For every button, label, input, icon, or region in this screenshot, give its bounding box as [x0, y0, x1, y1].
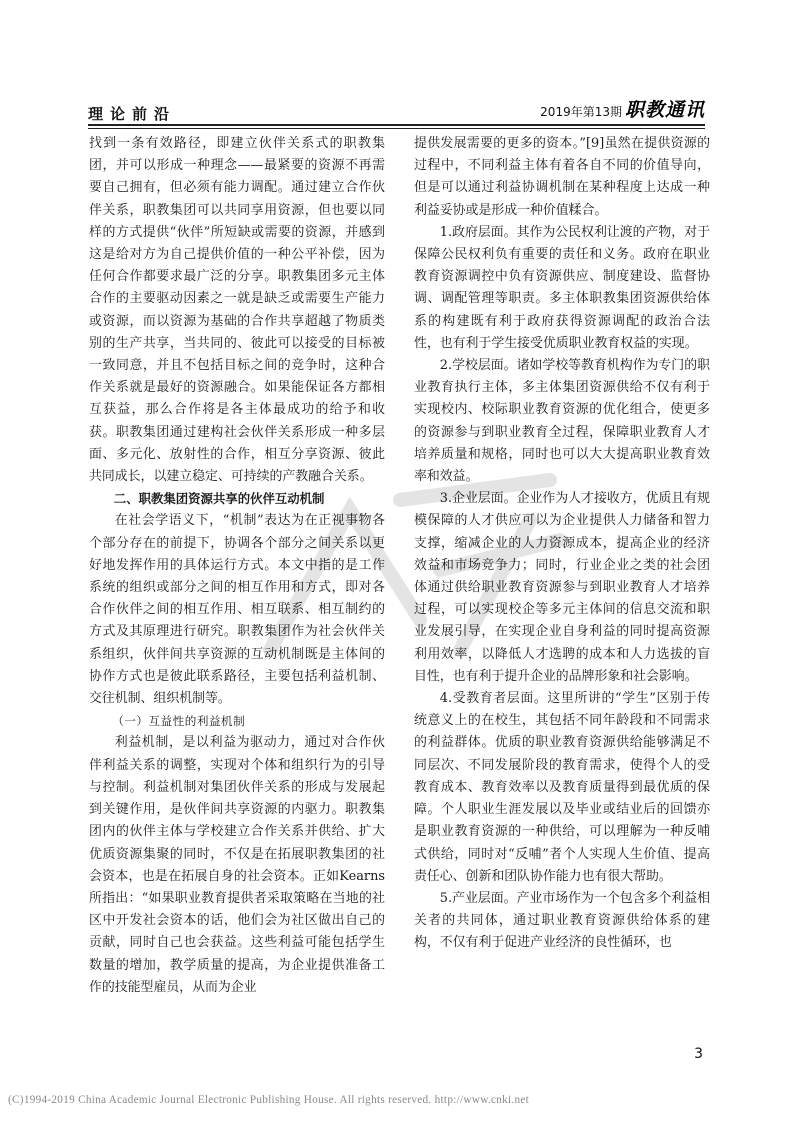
copyright-footer: (C)1994-2019 China Academic Journal Electronic Publishing House. All rights reserved. http://www.cnki.net	[8, 1094, 530, 1106]
journal-logo: 职教通讯	[624, 99, 705, 121]
left-column	[89, 133, 385, 999]
page-number: 3	[694, 1046, 703, 1062]
issue-label: 2019年第13期	[540, 105, 622, 119]
paragraph-continued: 找到一条有效路径，即建立伙伴关系式的职教集团，并可以形成一种理念——最紧要的资源不再需要自己拥有，但必须有能力调配。通过建立合作伙伴关系，职教集团可以共同享用资源，但也要以同样的方式提供“伙伴”所短缺或需要的资源，并感到这是给对方为自己提供价值的一种公平补偿，因为任何合作都要求最广泛的分享。职教集团多元主体合作的主要驱动因素之一就是缺乏或需要生产能力或资源，而以资源为基础的合作共享超越了物质类别的生产共享，当共同的、彼此可以接受的目标被一致同意，并且不包括目标之间的竞争时，这种合作关系就是最好的资源融合。如果能保证各方都相互获益，那么合作将是各主体最成功的给予和收获。职教集团通过建构社会伙伴关系形成一种多层面、多元化、放射性的合作，相互分享资源、彼此共同成长，以建立稳定、可持续的产教融合关系。	[89, 136, 385, 485]
paragraph-continued: 提供发展需要的更多的资本。”[9]虽然在提供资源的过程中，不同利益主体有着各自不同的价值导向，但是可以通过利益协调机制在某种程度上达成一种利益妥协或是形成一种价值糅合。	[414, 136, 710, 218]
subsection-heading: （一）互益性的利益机制	[112, 714, 246, 729]
running-header	[88, 100, 705, 122]
paragraph: 在社会学语义下，“机制”表达为在正视事物各个部分存在的前提下，协调各个部分之间关系以更好地发挥作用的具体运行方式。本文中指的是工作系统的组织或部分之间的相互作用和方式，即对各合作伙伴之间的相互作用、相互联系、相互制约的方式及其原理进行研究。职教集团作为社会伙伴关系组织，伙伴间共享资源的互动机制既是主体间的协作方式也是彼此联系路径，主要包括利益机制、交往机制、组织机制等。	[89, 513, 385, 707]
paragraph: 3.企业层面。企业作为人才接收方，优质且有规模保障的人才供应可以为企业提供人力储备和智力支撑，缩减企业的人力资源成本，提高企业的经济效益和市场竞争力；同时，行业企业之类的社会团体通过供给职业教育资源参与到职业教育人才培养过程，可以实现校企等多元主体间的信息交流和职业发展引导，在实现企业自身利益的同时提高资源利用效率，以降低人才选聘的成本和人力选拔的盲目性，也有利于提升企业的品牌形象和社会影响。	[414, 491, 710, 684]
journal-masthead	[540, 100, 705, 122]
header-rule-thin	[88, 128, 705, 129]
paragraph: 利益机制，是以利益为驱动力，通过对合作伙伴利益关系的调整，实现对个体和组织行为的引导与控制。利益机制对集团伙伴关系的形成与发展起到关键作用，是伙伴间共享资源的内驱力。职教集团内的伙伴主体与学校建立合作关系并供给、扩大优质资源集聚的同时，不仅是在拓展职教集团的社会资本，也是在拓展自身的社会资本。正如Kearns所指出：“如果职业教育提供者采取策略在当地的社区中开发社会资本的话，他们会为社区做出自己的贡献，同时自己也会获益。这些利益可能包括学生数量的增加，教学质量的提高，为企业提供准备工作的技能型雇员，从而为企业	[89, 735, 385, 995]
section-heading: 二、职教集团资源共享的伙伴互动机制	[113, 491, 325, 507]
section-title: 理论前沿	[88, 105, 177, 123]
paragraph: 4.受教育者层面。这里所讲的“学生”区别于传统意义上的在校生，其包括不同年龄段和不同需求的利益群体。优质的职业教育资源供给能够满足不同层次、不同发展阶段的教育需求，使得个人的受教育成本、教育效率以及教育质量得到最优质的保障。个人职业生涯发展以及毕业或结业后的回馈亦是职业教育资源的一种供给，可以理解为一种反哺式供给，同时对“反哺”者个人实现人生价值、提高责任心、创新和团队协作能力也有很大帮助。	[414, 691, 710, 884]
paragraph: 5.产业层面。产业市场作为一个包含多个利益相关者的共同体，通过职业教育资源供给体系的建构，不仅有利于促进产业经济的良性循环，也	[414, 890, 710, 951]
header-rule	[88, 124, 705, 126]
right-column	[414, 133, 710, 955]
paragraph: 2.学校层面。诸如学校等教育机构作为专门的职业教育执行主体，多主体集团资源供给不仅有利于实现校内、校际职业教育资源的优化组合，使更多的资源参与到职业教育全过程，保障职业教育人才培养质量和规格，同时也可以大大提高职业教育效率和效益。	[414, 358, 710, 485]
paragraph: 1.政府层面。其作为公民权利让渡的产物，对于保障公民权利负有重要的责任和义务。政府在职业教育资源调控中负有资源供应、制度建设、监督协调、调配管理等职责。多主体职教集团资源供给体系的构建既有利于政府获得资源调配的政治合法性，也有利于学生接受优质职业教育权益的实现。	[414, 224, 710, 351]
